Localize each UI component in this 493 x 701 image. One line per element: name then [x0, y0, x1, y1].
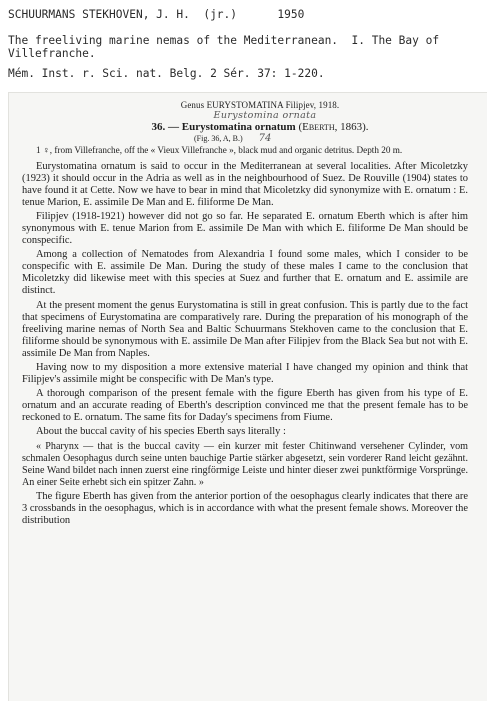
paragraph-alexandria: Among a collection of Nematodes from Alexandria I found some males, which I consider to be conspecific with E. assimile De Man. During the study of these males I came to the conclusion that Micoletzky did likewise meet with this species at Suez and further that E. ornatum and E. assimile are distinct. — [22, 249, 468, 297]
figure-reference-text: (Fig. 36, A, B.) — [194, 134, 243, 143]
page-content — [22, 100, 468, 529]
species-author: (Eberth, 1863). — [298, 121, 369, 133]
citation-title-line-2: Villefranche. — [8, 47, 96, 60]
paragraph-eberth-quote: « Pharynx — that is the buccal cavity — ein kurzer mit fester Chitinwand versehener Cylinder, vom schmalen Oesophagus durch seine unten bauchige Partie stärker abgesetzt, sein vorderer Rand leicht gezähnt. Seine Wand bildet nach innen zuerst eine ringförmige Leiste und hinter dieser zwei punktförmige Vorsprünge. An einer Seite erhebt sich ein spitzer Zahn. » — [22, 440, 468, 488]
paragraph-buccal-cavity: About the buccal cavity of his species Eberth says literally : — [36, 426, 286, 438]
species-number: 36. — — [151, 121, 179, 133]
citation-author-year: SCHUURMANS STEKHOVEN, J. H. (jr.) 1950 — [8, 8, 305, 21]
citation-title-line-1: The freeliving marine nemas of the Mediterranean. I. The Bay of — [8, 34, 440, 47]
paragraph-distribution: Eurystomatina ornatum is said to occur in the Mediterranean at several localities. After Micoletzky (1923) it should occur in the Adria as well as in the neighbourhood of Suez. De Rouville (1904) states to have found it at Cette. Now we have to bear in mind that Micoletzky did synonymize with E. ornatum : E. tenue Marion, E. assimile De Man and E. filiforme De Man. — [22, 160, 468, 208]
paragraph-comparison: A thorough comparison of the present female with the figure Eberth has given from his type of E. ornatum and an accurate reading of Eberth's description convinced me that the present female has to be reckoned to E. ornatum. The same fits for Daday's specimens from Fiume. — [22, 388, 468, 424]
figure-reference — [194, 134, 468, 144]
species-name: Eurystomatina ornatum — [181, 121, 296, 133]
citation-journal: Mém. Inst. r. Sci. nat. Belg. 2 Sér. 37: 1-220. — [8, 67, 325, 80]
paragraph-filipjev: Filipjev (1918-1921) however did not go so far. He separated E. ornatum Eberth which is after him synonymous with E. tenue Marion from E. assimile De Man with which E. filiforme De Man should be conspecific. — [22, 210, 468, 247]
handwritten-figure-number: 74 — [258, 133, 272, 144]
paragraph-confusion: At the present moment the genus Eurystomatina is still in great confusion. This is partly due to the fact that specimens of Eurystomatina are comparatively rare. During the preparation of his monograph of the freeliving marine nemas of North Sea and Baltic Schuurmans Stekhoven came to the conclusion that E. filiforme should be synonymous with E. assimile De Man after Filipjev from the Black Sea but not with E. assimile De Man from Naples. — [22, 299, 468, 359]
handwritten-annotation: Eurystomina ornata — [213, 110, 317, 121]
material-examined: 1 ♀, from Villefranche, off the « Vieux Villefranche », black mud and organic detritus. Depth 20 m. — [36, 145, 403, 155]
paragraph-opinion: Having now to my disposition a more extensive material I have changed my opinion and think that Filipjev's assimile might be conspecific with De Man's type. — [22, 362, 468, 386]
paragraph-oesophagus: The figure Eberth has given from the anterior portion of the oesophagus clearly indicates that there are 3 crossbands in the oesophagus, which is in accordance with what the present female shows. Moreover the distribution — [22, 490, 468, 527]
genus-heading: Genus EURYSTOMATINA Filipjev, 1918. — [180, 100, 340, 110]
